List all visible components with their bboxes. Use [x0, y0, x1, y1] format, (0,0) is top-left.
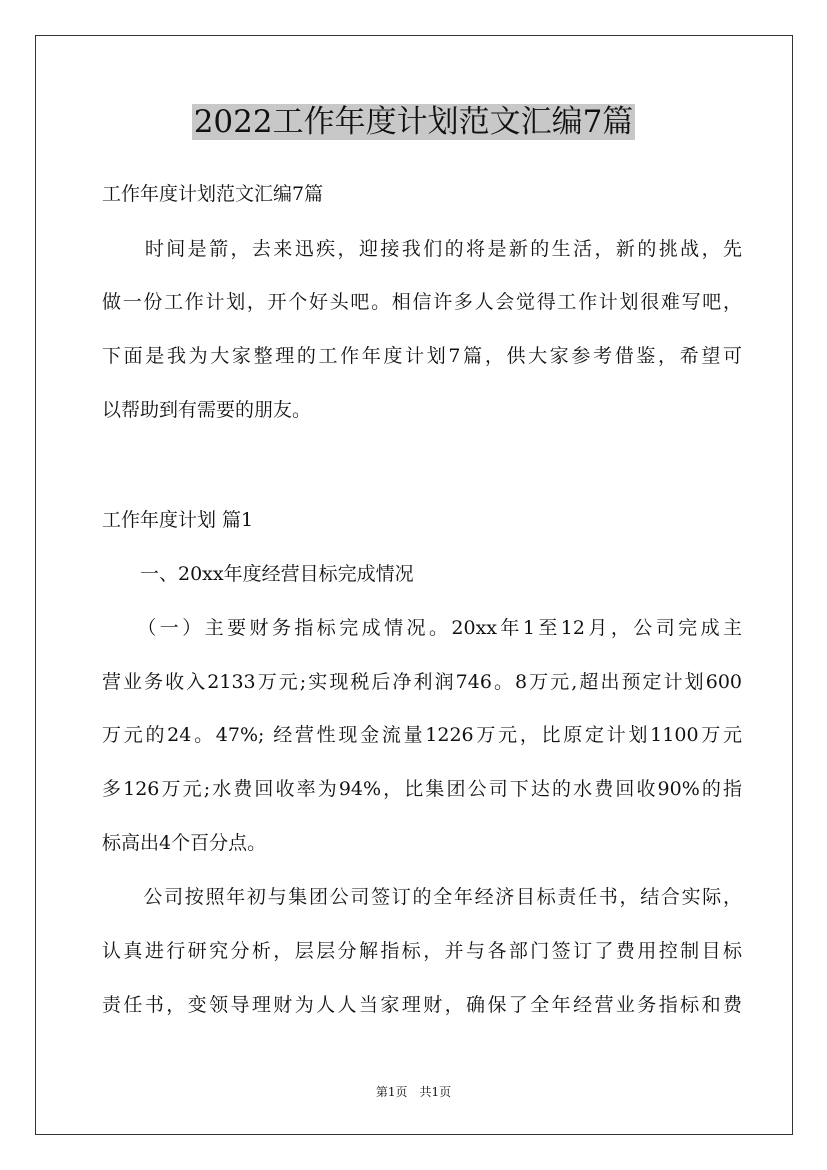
subtitle-line: 工作年度计划范文汇编7篇	[102, 183, 324, 205]
subsection-heading: 一、20xx年度经营目标完成情况	[102, 563, 414, 585]
paragraph-line: 做一份工作计划，开个好头吧。相信许多人会觉得工作计划很难写吧，	[102, 291, 742, 313]
paragraph-line: 下面是我为大家整理的工作年度计划7篇，供大家参考借鉴，希望可	[102, 345, 742, 367]
paragraph-line: 营业务收入2133万元;实现税后净利润746。8万元,超出预定计划600	[102, 671, 742, 693]
paragraph-line: 时间是箭，去来迅疾，迎接我们的将是新的生活，新的挑战，先	[102, 238, 742, 260]
paragraph-line: 公司按照年初与集团公司签订的全年经济目标责任书，结合实际，	[102, 886, 742, 908]
paragraph-line: 以帮助到有需要的朋友。	[102, 399, 312, 421]
paragraph-line: 万元的24。47%; 经营性现金流量1226万元，比原定计划1100万元	[102, 724, 742, 746]
paragraph-line: 责任书，变领导理财为人人当家理财，确保了全年经营业务指标和费	[102, 994, 742, 1016]
paragraph-line: （一）主要财务指标完成情况。20xx年1至12月，公司完成主	[102, 617, 742, 639]
paragraph-line: 多126万元;水费回收率为94%，比集团公司下达的水费回收90%的指	[102, 778, 742, 800]
page-footer: 第1页 共1页	[375, 1085, 452, 1099]
paragraph-line: 标高出4个百分点。	[102, 832, 267, 854]
section-heading: 工作年度计划 篇1	[102, 509, 254, 531]
document-title	[0, 100, 827, 144]
document-title-text: 2022工作年度计划范文汇编7篇	[193, 104, 634, 140]
paragraph-line: 认真进行研究分析，层层分解指标，并与各部门签订了费用控制目标	[102, 940, 742, 962]
